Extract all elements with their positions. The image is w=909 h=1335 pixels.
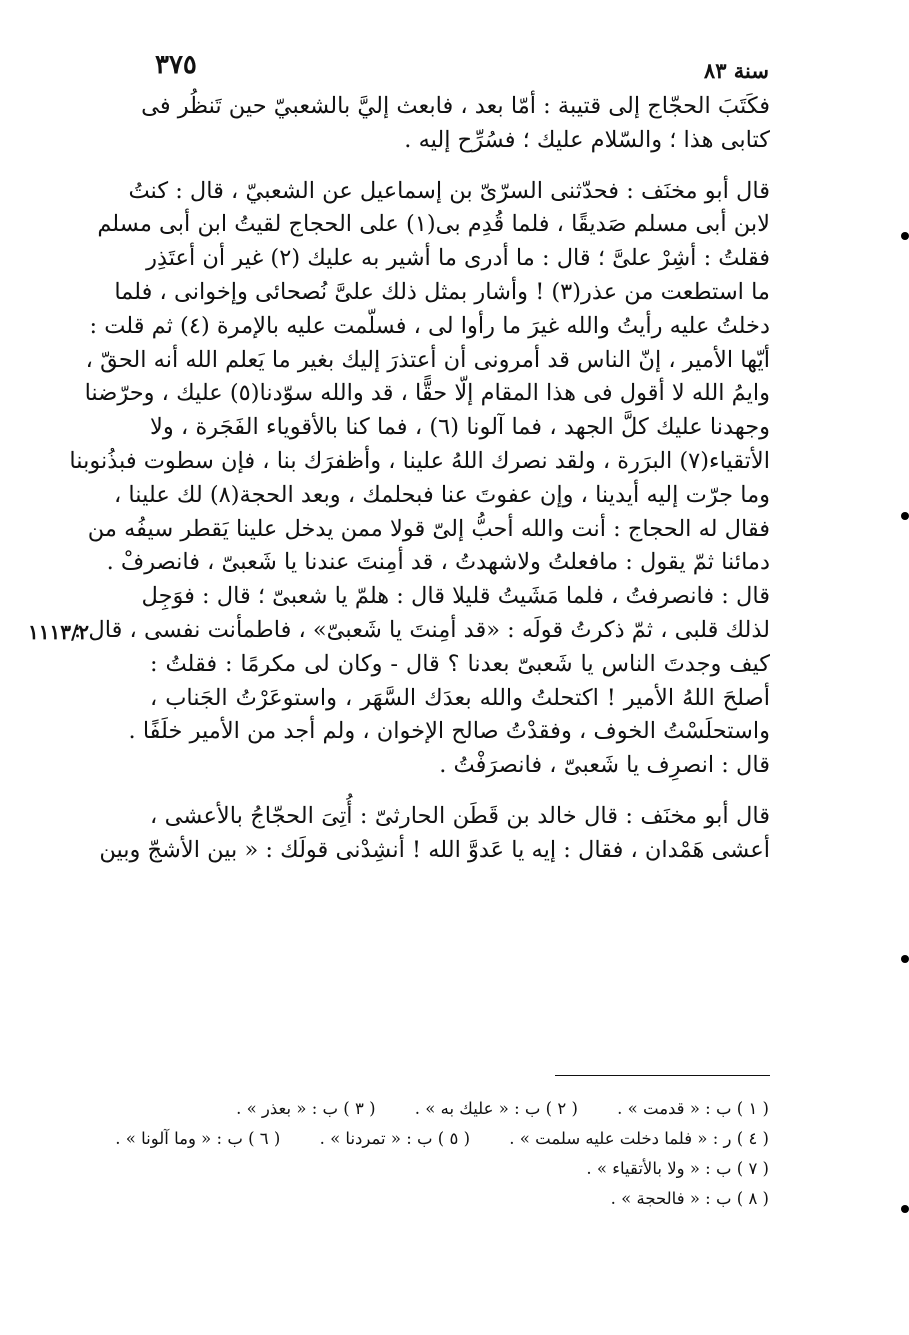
- text-line: لابن أبى مسلم صَديقًا ، فلما قُدِم بى(١) على الحجاج لقيتُ ابن أبى مسلم: [97, 211, 770, 238]
- scan-edge-mark: [901, 1205, 909, 1213]
- text-line: فقال له الحجاج : أنت والله أحبُّ إلىّ قولا ممن يدخل علينا يَقطر سيفُه من: [87, 515, 770, 542]
- footnote-4: ( ٤ ) ر : « فلما دخلت عليه سلمت » .: [509, 1129, 769, 1148]
- footnote-8: ( ٨ ) ب : « فالحجة » .: [610, 1189, 769, 1208]
- text-line: فقلتُ : أشِرْ علىَّ ؛ قال : ما أدرى ما أشير به عليك (٢) غير أن أعتَذِر: [146, 245, 770, 272]
- paragraph-2: [69, 175, 770, 783]
- text-line: أيّها الأمير ، إنّ الناس قد أمرونى أن أعتذرَ إليك بغير ما يَعلم الله أنه الحقّ ،: [85, 346, 770, 373]
- text-line: وجهدنا عليك كلَّ الجهد ، فما آلونا (٦) ، فما كنا بالأقوياء الفَجَرة ، ولا: [150, 414, 770, 441]
- text-line: كيف وجدتَ الناس يا شَعبىّ بعدنا ؟ قال - وكان لى مكرمًا : فقلتُ :: [150, 650, 770, 677]
- text-line: الأتقياء(٧) البرَرة ، ولقد نصرك اللهُ علينا ، وأظفرَك بنا ، فإن سطوت فبذُنوبنا: [69, 447, 770, 474]
- footnote-2: ( ٢ ) ب : « عليك به » .: [414, 1099, 578, 1118]
- text-line: قال : فانصرفتُ ، فلما مَشَيتُ قليلا قال : هلمّ يا شعبىّ ؛ قال : فوَجِل: [141, 583, 770, 610]
- footnote-line: [129, 1094, 769, 1124]
- running-head: سنة ٨٣: [703, 58, 769, 83]
- text-line: دمائنا ثمّ يقول : مافعلتُ ولاشهدتُ ، قد أمِنتَ عندنا يا شَعبىّ ، فانصرفْ .: [106, 549, 770, 576]
- body-text: [69, 90, 771, 885]
- text-line: فكَتَبَ الحجّاج إلى قتيبة : أمّا بعد ، فابعث إليَّ بالشعبيّ حين تَنظُر فى: [141, 93, 770, 119]
- footnote-3: ( ٣ ) ب : « بعذر » .: [236, 1099, 376, 1118]
- footnote-line: [129, 1154, 769, 1184]
- text-line: أصلحَ اللهُ الأمير ! اكتحلتُ والله بعدَك السَّهَر ، واستوعَرْتُ الجَناب ،: [150, 684, 770, 711]
- footnote-7: ( ٧ ) ب : « ولا بالأتقياء » .: [586, 1159, 769, 1178]
- footnote-line: [129, 1184, 769, 1214]
- footnotes: [115, 1094, 769, 1214]
- text-line: وايمُ الله لا أقول فى هذا المقام إلّا حقًّا ، قد والله سوّدنا(٥) عليك ، وحرّضنا: [84, 380, 770, 407]
- text-line: واستحلَسْتُ الخوف ، وفقدْتُ صالح الإخوان ، ولم أجد من الأمير خلَفًا .: [128, 718, 770, 745]
- margin-reference: ١١١٣/٢: [28, 620, 90, 644]
- footnote-line: [115, 1124, 769, 1154]
- text-line: كتابى هذا ؛ والسّلام عليك ؛ فسُرِّح إليه .: [404, 126, 770, 153]
- paragraph-1: [141, 90, 770, 158]
- text-line: قال : انصرِف يا شَعبىّ ، فانصرَفْتُ .: [439, 752, 770, 779]
- text-line: دخلتُ عليه رأيتُ والله غيرَ ما رأوا لى ، فسلّمت عليه بالإمرة (٤) ثم قلت :: [89, 312, 770, 339]
- text-line: قال أبو مخنَف : قال خالد بن قَطَن الحارثىّ : أُتِىَ الحجّاجُ بالأعشى ،: [150, 802, 771, 829]
- scan-edge-mark: [901, 232, 909, 240]
- paragraph-3: [99, 800, 771, 868]
- text-line: لذلك قلبى ، ثمّ ذكرتُ قولَه : «قد أمِنتَ يا شَعبىّ» ، فاطمأنت نفسى ، قال :: [73, 616, 770, 643]
- page-number: ٣٧٥: [155, 50, 197, 80]
- text-line: ما استطعت من عذر(٣) ! وأشار بمثل ذلك علىَّ نُصحائى وإخوانى ، فلما: [114, 278, 770, 305]
- text-line: قال أبو مخنَف : فحدّثنى السرّىّ بن إسماعيل عن الشعبيّ ، قال : كنتُ: [128, 177, 770, 204]
- scan-edge-mark: [901, 512, 909, 520]
- footnote-divider: [555, 1075, 770, 1076]
- footnote-1: ( ١ ) ب : « قدمت » .: [617, 1099, 769, 1118]
- scan-edge-mark: [901, 955, 909, 963]
- footnote-6: ( ٦ ) ب : « وما آلونا » .: [115, 1129, 281, 1148]
- text-line: أعشى هَمْدان ، فقال : إيه يا عَدوَّ الله ! أنشِدْنى قولَك : « بين الأشجّ وبين: [99, 836, 770, 863]
- footnote-5: ( ٥ ) ب : « تمردنا » .: [319, 1129, 471, 1148]
- text-line: وما جرّت إليه أيدينا ، وإن عفوتَ عنا فبحلمك ، وبعد الحجة(٨) لك علينا ،: [114, 481, 770, 508]
